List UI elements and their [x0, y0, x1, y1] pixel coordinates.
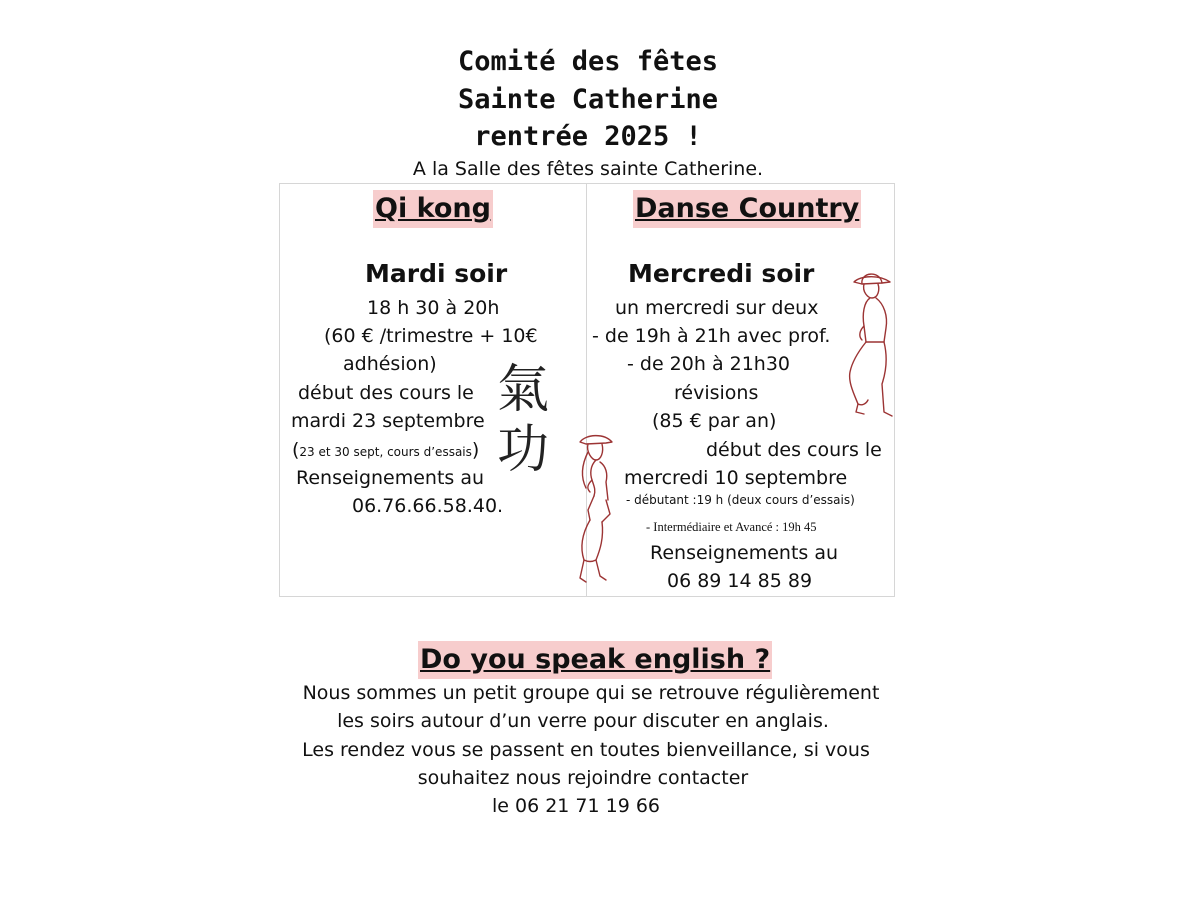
header-subtitle: A la Salle des fêtes sainte Catherine. [412, 158, 764, 180]
country-line1: un mercredi sur deux [615, 297, 819, 319]
country-start-line2: mercredi 10 septembre [624, 467, 848, 489]
country-level-beginner: - débutant :19 h (deux cours d’essais) [626, 493, 855, 507]
kanji-gong: 功 [497, 420, 550, 480]
qikong-start-line2: mardi 23 septembre [291, 410, 485, 432]
qikong-trial-open: ( [292, 439, 300, 461]
qikong-start-line1: début des cours le [298, 382, 474, 404]
english-title: Do you speak english ? [418, 641, 772, 679]
country-phone: 06 89 14 85 89 [667, 570, 813, 592]
english-line2: les soirs autour d’un verre pour discuter en anglais. [337, 710, 829, 732]
english-line5: le 06 21 71 19 66 [491, 795, 661, 817]
female-dancer-icon [566, 430, 626, 595]
country-day: Mercredi soir [628, 259, 815, 288]
country-line3: - de 20h à 21h30 [627, 353, 791, 375]
qikong-price-line1: (60 € /trimestre + 10€ [324, 325, 538, 347]
country-info: Renseignements au [650, 542, 839, 564]
country-start-line1: début des cours le [706, 439, 882, 461]
male-dancer-icon [838, 266, 898, 426]
qikong-trial-text: 23 et 30 sept, cours d’essais [299, 445, 472, 459]
country-level-advanced: - Intermédiaire et Avancé : 19h 45 [646, 520, 817, 534]
qikong-price-line2: adhésion) [343, 353, 437, 375]
english-line1: Nous sommes un petit groupe qui se retrouve régulièrement [302, 682, 880, 704]
header-title-line1: Comité des fêtes [457, 46, 719, 77]
english-line3: Les rendez vous se passent en toutes bienveillance, si vous [302, 739, 870, 761]
kanji-qi: 氣 [497, 360, 550, 420]
qikong-info: Renseignements au [296, 467, 485, 489]
qikong-trial [292, 436, 479, 466]
country-line5: (85 € par an) [652, 410, 777, 432]
qikong-day: Mardi soir [365, 259, 508, 288]
qikong-trial-close: ) [471, 439, 480, 461]
country-line2: - de 19h à 21h avec prof. [592, 325, 831, 347]
qikong-time: 18 h 30 à 20h [367, 297, 500, 319]
english-line4: souhaitez nous rejoindre contacter [417, 767, 749, 789]
qigong-kanji [497, 360, 549, 480]
country-title: Danse Country [633, 190, 861, 228]
header-title-line2: Sainte Catherine [457, 84, 719, 115]
header-title-line3: rentrée 2025 ! [474, 121, 702, 152]
qikong-title: Qi kong [373, 190, 493, 228]
qikong-phone: 06.76.66.58.40. [352, 495, 504, 517]
country-line4: révisions [674, 382, 759, 404]
